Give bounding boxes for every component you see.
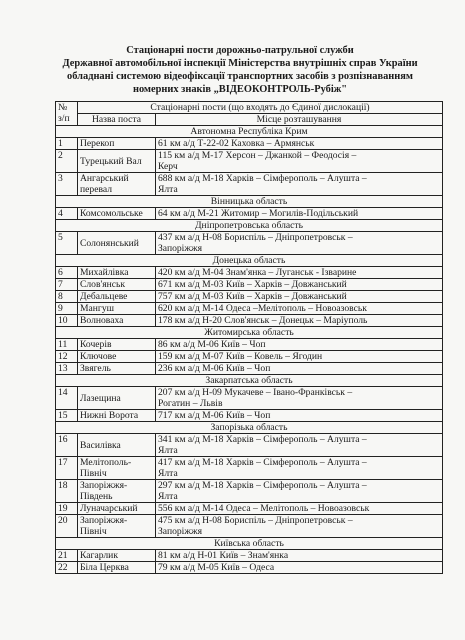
location-line: 620 км а/д М-14 Одеса –Мелітополь – Новоазовськ <box>158 303 367 314</box>
row-number: 9 <box>56 303 78 315</box>
post-name: Комсомольське <box>78 208 156 220</box>
row-number: 15 <box>56 410 78 422</box>
row-number: 17 <box>56 457 78 480</box>
post-location <box>156 457 443 480</box>
row-number: 6 <box>56 267 78 279</box>
post-name: Біла Церква <box>78 562 156 574</box>
row-number: 10 <box>56 315 78 327</box>
post-name: Нижні Ворота <box>78 410 156 422</box>
location-line: 420 км а/д М-04 Знам'янка – Луганськ - Ізварине <box>158 267 357 278</box>
location-line: Ялта <box>158 445 178 456</box>
location-line: 341 км а/д М-18 Харків – Сімферополь – Алушта – <box>158 434 367 445</box>
table-row <box>56 339 443 351</box>
post-name: Мангуш <box>78 303 156 315</box>
location-line: 81 км а/д Н-01 Київ – Знам'янка <box>158 550 289 561</box>
location-line: 556 км а/д М-14 Одеса – Мелітополь – Новоазовськ <box>158 503 370 514</box>
location-line: Запоріжжя <box>158 526 203 537</box>
post-location <box>156 150 443 173</box>
table-row <box>56 138 443 150</box>
post-name: Кочерів <box>78 339 156 351</box>
table-row <box>56 173 443 196</box>
post-location <box>156 173 443 196</box>
post-name: Запоріжжя-Південь <box>78 480 156 503</box>
region-row <box>56 422 443 434</box>
post-location <box>156 339 443 351</box>
table-body <box>56 126 443 574</box>
post-location <box>156 315 443 327</box>
location-line: 61 км а/д Т-22-02 Каховка – Армянськ <box>158 138 315 149</box>
location-line: 207 км а/д Н-09 Мукачеве – Івано-Франківськ – <box>158 387 353 398</box>
region-name: Вінницька область <box>56 196 443 208</box>
post-location <box>156 232 443 255</box>
post-location <box>156 480 443 503</box>
title-line: номерних знаків „ВІДЕОКОНТРОЛЬ-Рубіж" <box>132 84 348 95</box>
table-row <box>56 503 443 515</box>
table-row <box>56 303 443 315</box>
post-name: Турецький Вал <box>78 150 156 173</box>
row-number: 13 <box>56 363 78 375</box>
post-location <box>156 434 443 457</box>
region-row <box>56 327 443 339</box>
post-name: Михайлівка <box>78 267 156 279</box>
location-line: 79 км а/д М-05 Київ – Одеса <box>158 562 275 573</box>
table-row <box>56 208 443 220</box>
post-location <box>156 503 443 515</box>
region-row <box>56 126 443 138</box>
post-name: Дебальцеве <box>78 291 156 303</box>
location-line: Рогатин – Львів <box>158 398 223 409</box>
location-line: 86 км а/д М-06 Київ – Чоп <box>158 339 266 350</box>
table-row <box>56 457 443 480</box>
region-name: Дніпропетровська область <box>56 220 443 232</box>
location-line: 159 км а/д М-07 Київ – Ковель – Ягодин <box>158 351 323 362</box>
row-number: 18 <box>56 480 78 503</box>
table-row <box>56 150 443 173</box>
post-location <box>156 550 443 562</box>
table-row <box>56 291 443 303</box>
table-row <box>56 434 443 457</box>
location-line: 688 км а/д М-18 Харків – Сімферополь – Алушта – <box>158 173 367 184</box>
table-row <box>56 267 443 279</box>
header-location: Місце розташування <box>156 114 443 126</box>
post-name: Луначарський <box>78 503 156 515</box>
location-line: Ялта <box>158 491 178 502</box>
row-number: 11 <box>56 339 78 351</box>
row-number: 5 <box>56 232 78 255</box>
post-name: Василівка <box>78 434 156 457</box>
row-number: 16 <box>56 434 78 457</box>
row-number: 21 <box>56 550 78 562</box>
region-name: Закарпатська область <box>56 375 443 387</box>
post-name: Запоріжжя-Північ <box>78 515 156 538</box>
row-number: 8 <box>56 291 78 303</box>
row-number: 19 <box>56 503 78 515</box>
row-number: 1 <box>56 138 78 150</box>
location-line: 671 км а/д М-03 Київ – Харків – Довжанський <box>158 279 347 290</box>
location-line: 717 км а/д М-06 Київ – Чоп <box>158 410 271 421</box>
post-location <box>156 387 443 410</box>
post-name: Солонянський <box>78 232 156 255</box>
row-number: 12 <box>56 351 78 363</box>
post-location <box>156 562 443 574</box>
region-row <box>56 538 443 550</box>
location-line: 297 км а/д М-18 Харків – Сімферополь – Алушта – <box>158 480 367 491</box>
region-name: Донецька область <box>56 255 443 267</box>
post-location <box>156 291 443 303</box>
table-row <box>56 315 443 327</box>
table-row <box>56 351 443 363</box>
region-name: Запорізька область <box>56 422 443 434</box>
table-row <box>56 480 443 503</box>
table-row <box>56 550 443 562</box>
post-location <box>156 410 443 422</box>
post-location <box>156 208 443 220</box>
table-row <box>56 562 443 574</box>
location-line: 115 км а/д М-17 Херсон – Джанкой – Феодосія – <box>158 150 357 161</box>
header-post-name: Назва поста <box>78 114 156 126</box>
location-line: 417 км а/д М-18 Харків – Сімферополь – Алушта – <box>158 457 367 468</box>
header-posts: Стаціонарні пости (що входять до Єдиної дислокації) <box>78 102 443 114</box>
table-row <box>56 363 443 375</box>
location-line: 236 км а/д М-06 Київ – Чоп <box>158 363 271 374</box>
post-name: Звягель <box>78 363 156 375</box>
post-name: Ключове <box>78 351 156 363</box>
post-name: Слов'янськ <box>78 279 156 291</box>
post-location <box>156 363 443 375</box>
post-name: Волноваха <box>78 315 156 327</box>
location-line: Ялта <box>158 184 178 195</box>
region-row <box>56 196 443 208</box>
post-name: Перекоп <box>78 138 156 150</box>
location-line: 437 км а/д Н-08 Бориспіль – Дніпропетровськ – <box>158 232 353 243</box>
row-number: 3 <box>56 173 78 196</box>
post-location <box>156 303 443 315</box>
post-location <box>156 515 443 538</box>
region-name: Автономна Республіка Крим <box>56 126 443 138</box>
post-location <box>156 279 443 291</box>
region-row <box>56 255 443 267</box>
table-row <box>56 515 443 538</box>
table-row <box>56 387 443 410</box>
post-location <box>156 267 443 279</box>
posts-table <box>55 101 443 574</box>
region-row <box>56 375 443 387</box>
post-location <box>156 351 443 363</box>
location-line: 64 км а/д М-21 Житомир – Могилів-Подільський <box>158 208 359 219</box>
location-line: 178 км а/д Н-20 Слов'янськ – Донецьк – Маріуполь <box>158 315 368 326</box>
row-number: 20 <box>56 515 78 538</box>
location-line: Запоріжжя <box>158 243 203 254</box>
table-row <box>56 410 443 422</box>
location-line: 757 км а/д М-03 Київ – Харків – Довжанський <box>158 291 347 302</box>
title-line: Державної автомобільної інспекції Міністерства внутрішніх справ України <box>62 58 418 69</box>
document-title <box>40 44 440 96</box>
location-line: Керч <box>158 161 178 172</box>
table-row <box>56 232 443 255</box>
location-line: Ялта <box>158 468 178 479</box>
row-number: 4 <box>56 208 78 220</box>
row-number: 22 <box>56 562 78 574</box>
row-number: 7 <box>56 279 78 291</box>
location-line: 475 км а/д Н-08 Бориспіль – Дніпропетровськ – <box>158 515 353 526</box>
title-line: обладнані системою відеофіксації транспортних засобів з розпізнаванням <box>67 71 413 82</box>
row-number: 2 <box>56 150 78 173</box>
post-name: Лазещина <box>78 387 156 410</box>
post-name: Мелітополь-Північ <box>78 457 156 480</box>
post-location <box>156 138 443 150</box>
post-name: Ангарський перевал <box>78 173 156 196</box>
row-number: 14 <box>56 387 78 410</box>
region-name: Житомирська область <box>56 327 443 339</box>
region-row <box>56 220 443 232</box>
header-number: № з/п <box>56 102 78 126</box>
post-name: Кагарлик <box>78 550 156 562</box>
region-name: Київська область <box>56 538 443 550</box>
table-row <box>56 279 443 291</box>
title-line: Стаціонарні пости дорожньо-патрульної служби <box>126 45 354 56</box>
